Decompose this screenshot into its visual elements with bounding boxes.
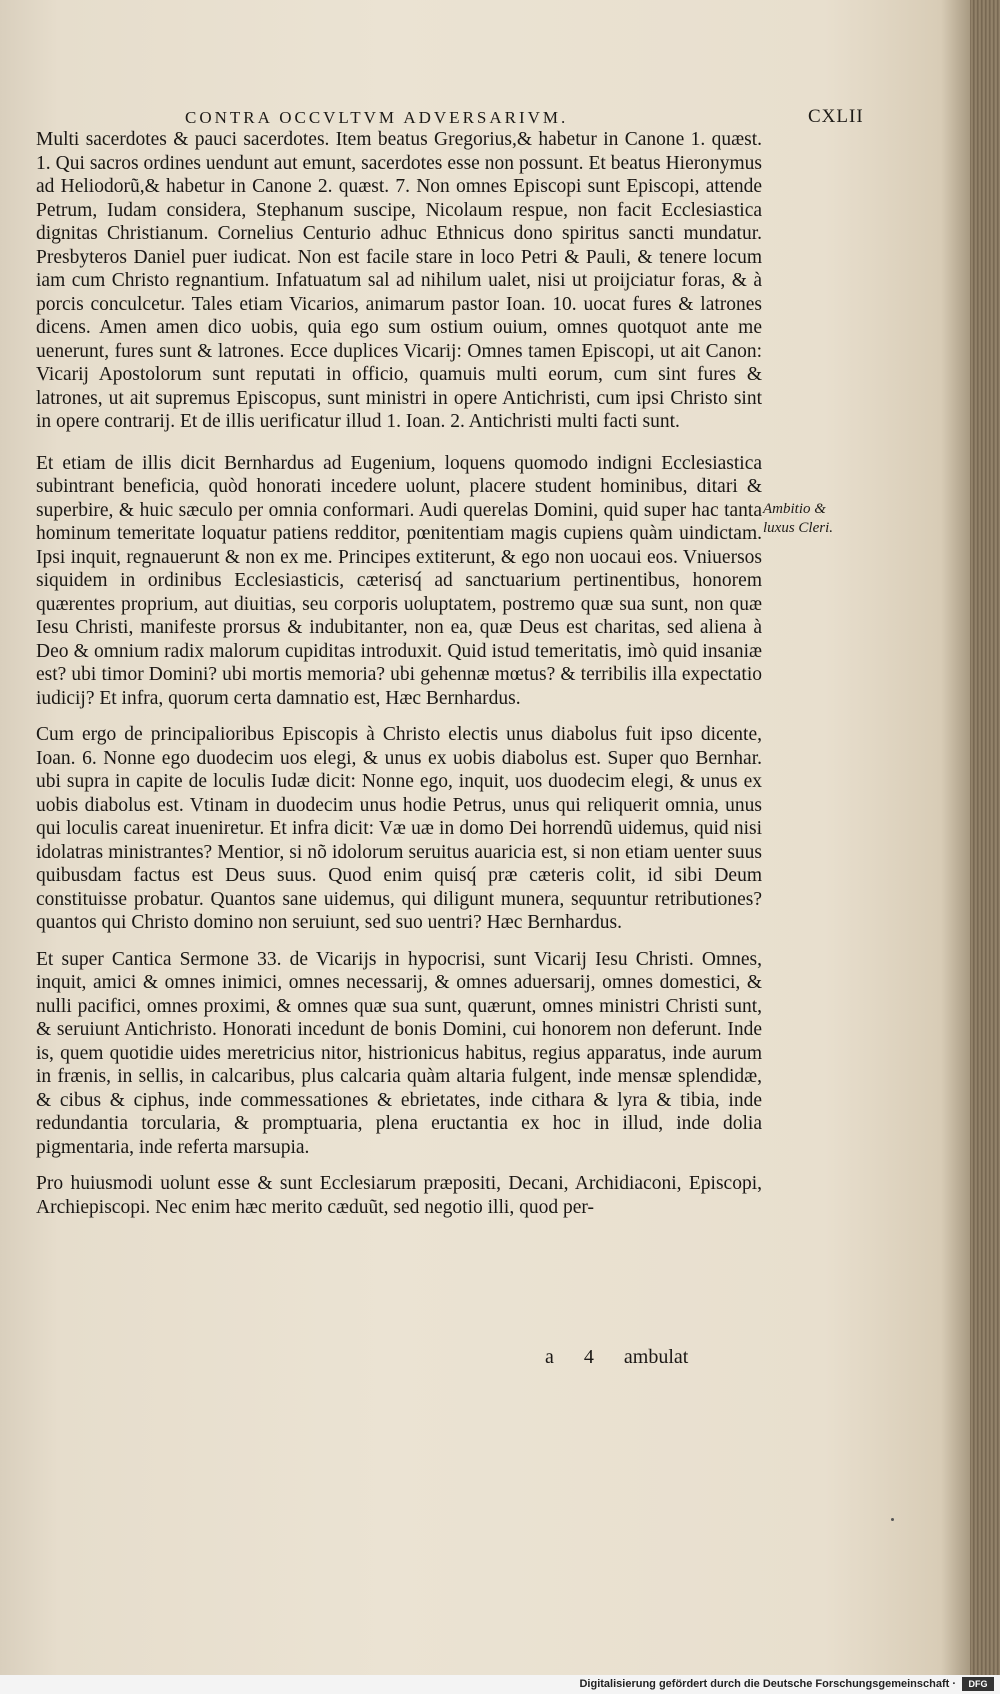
- paragraph: Et super Cantica Sermone 33. de Vicarijs in hypocrisi, sunt Vicarij Iesu Christi. Omnes, inquit, amici & omnes inimici, omnes necessarij, & omnes aduersarij, omnes domestici, & nulli pacifici, omnes proximi, & omnes quæ sua sunt, quærunt, omnes ministri Christi sunt, & seruiunt Antichristo. Honorati incedunt de bonis Domini, cui honorem non deferunt. Inde is, quem quotidie uides meretricius nitor, histrionicus habitus, regius apparatus, inde aurum in frænis, in sellis, in calcaribus, plus calcaria quàm altaria fulgent, inde mensæ splendidæ, & cibus & ciphus, inde commessationes & ebrietates, inde cithara & lyra & tibia, inde redundantia torcularia, & promptuaria, plena eructantia ex hoc in illud, inde dolia pigmentaria, inde referta marsupia.: [36, 948, 762, 1158]
- paragraph: Et etiam de illis dicit Bernhardus ad Eugenium, loquens quomodo indigni Ecclesiastica subintrant beneficia, quòd honorati incedere uolunt, placere student hominibus, ditari & superbire, & huic sæculo per omnia conformari. Audi querelas Domini, quid super hac tanta hominum temeritate loquatur patiens redditor, pœnitentiam magis cupiens quàm uindictam. Ipsi inquit, regnauerunt & non ex me. Principes extiterunt, & ego non uocaui eos. Vniuersos siquidem in ordinibus Ecclesiasticis, cæterisq́ ad sanctuarium pertinentibus, honorem quærentes proprium, aut diuitias, seu corporis uoluptatem, postremo quæ sua sunt, non quæ Iesu Christi, manifeste prorsus & indubitanter, non ea, quæ Deus est charitas, sed aliena à Deo & omnium radix malorum cupiditas introduxit. Quid istud temeritatis, imò quid insaniæ est? ubi timor Domini? ubi mortis memoria? ubi gehennæ mœtus? & terribilis illa expectatio iudicij? Et infra, quorum certa damnatio est, Hæc Bernhardus.: [36, 452, 762, 709]
- dfg-logo-icon: DFG: [962, 1677, 994, 1691]
- footer-credit: Digitalisierung gefördert durch die Deutsche Forschungsgemeinschaft ·: [579, 1678, 956, 1690]
- signature-mark: a: [545, 1346, 554, 1368]
- catchword: ambulat: [623, 1346, 689, 1368]
- margin-note: Ambitio & luxus Cleri.: [763, 501, 833, 536]
- paragraph: Multi sacerdotes & pauci sacerdotes. Item beatus Gregorius,& habetur in Canone 1. quæst. 1. Qui sacros ordines uendunt aut emunt, sacerdotes esse non possunt. Et beatus Hieronymus ad Heliodorũ,& habetur in Canone 2. quæst. 7. Non omnes Episcopi sunt Episcopi, attende Petrum, Iudam considera, Stephanum suscipe, Nicolaum respue, non facit Ecclesiastica dignitas Christianum. Cornelius Centurio adhuc Ethnicus dono spiritus sancti mundatur. Presbyteros Daniel puer iudicat. Non est facile stare in loco Petri & Pauli, & tenere locum iam cum Christo regnantium. Infatuatum sal ad nihilum ualet, nisi ut proijciatur foras, & à porcis conculcetur. Tales etiam Vicarios, animarum pastor Ioan. 10. uocat fures & latrones dicens. Amen amen dico uobis, quia ego sum ostium ouium, omnes quotquot ante me uenerunt, fures sunt & latrones. Ecce duplices Vicarij: Omnes tamen Episcopi, ut ait Canon: Vicarij Apostolorum sunt reputati in officio, quamuis multi eorum, cum sint fures & latrones, ut ait supremus Episcopus, sunt ministri in opere Antichristi, cum ipsi Christo sint in opere contrarij. Et de illis uerificatur illud 1. Ioan. 2. Antichristi multi facti sunt.: [36, 129, 762, 432]
- signature-line: [545, 1346, 765, 1369]
- folio-number: CXLII: [808, 106, 864, 127]
- paragraph: Pro huiusmodi uolunt esse & sunt Ecclesiarum præpositi, Decani, Archidiaconi, Episcopi, Archiepiscopi. Nec enim hæc merito cæduũt, sed negotio illi, quod per-: [36, 1173, 762, 1218]
- body-text: [36, 128, 762, 1232]
- paragraph: Cum ergo de principalioribus Episcopis à Christo electis unus diabolus fuit ipso dicente, Ioan. 6. Nonne ego duodecim uos elegi, & unus ex uobis diabolus est. Super quo Bernhar. ubi supra in capite de loculis Iudæ dicit: Nonne ego, inquit, uos duodecim elegi, & unus ex uobis diabolus est. Vtinam in duodecim unus hodie Petrus, unus qui reliquerit omnia, unus qui loculis careat inueniretur. Et infra dicit: Væ uæ in domo Dei horrendũ uidemus, quid nisi idolatras ministrantes? Mentior, si nõ idolorum seruitus auaricia est, si non etiam uenter suus quibusdam factus est Deus suus. Quod enim quisq́ præ cæteris colit, id sibi Deum constituisse probatur. Quantos sane uidemus, qui diligunt munera, sequuntur retributiones? quantos qui Christo domino non seruiunt, sed suo uentri? Hæc Bernhardus.: [36, 724, 762, 933]
- signature-number: 4: [583, 1346, 594, 1368]
- digitization-footer: [0, 1675, 1000, 1694]
- page-edge: [970, 0, 1000, 1675]
- ink-speck: [891, 1518, 894, 1521]
- running-head: CONTRA OCCVLTVM ADVERSARIVM.: [185, 108, 569, 127]
